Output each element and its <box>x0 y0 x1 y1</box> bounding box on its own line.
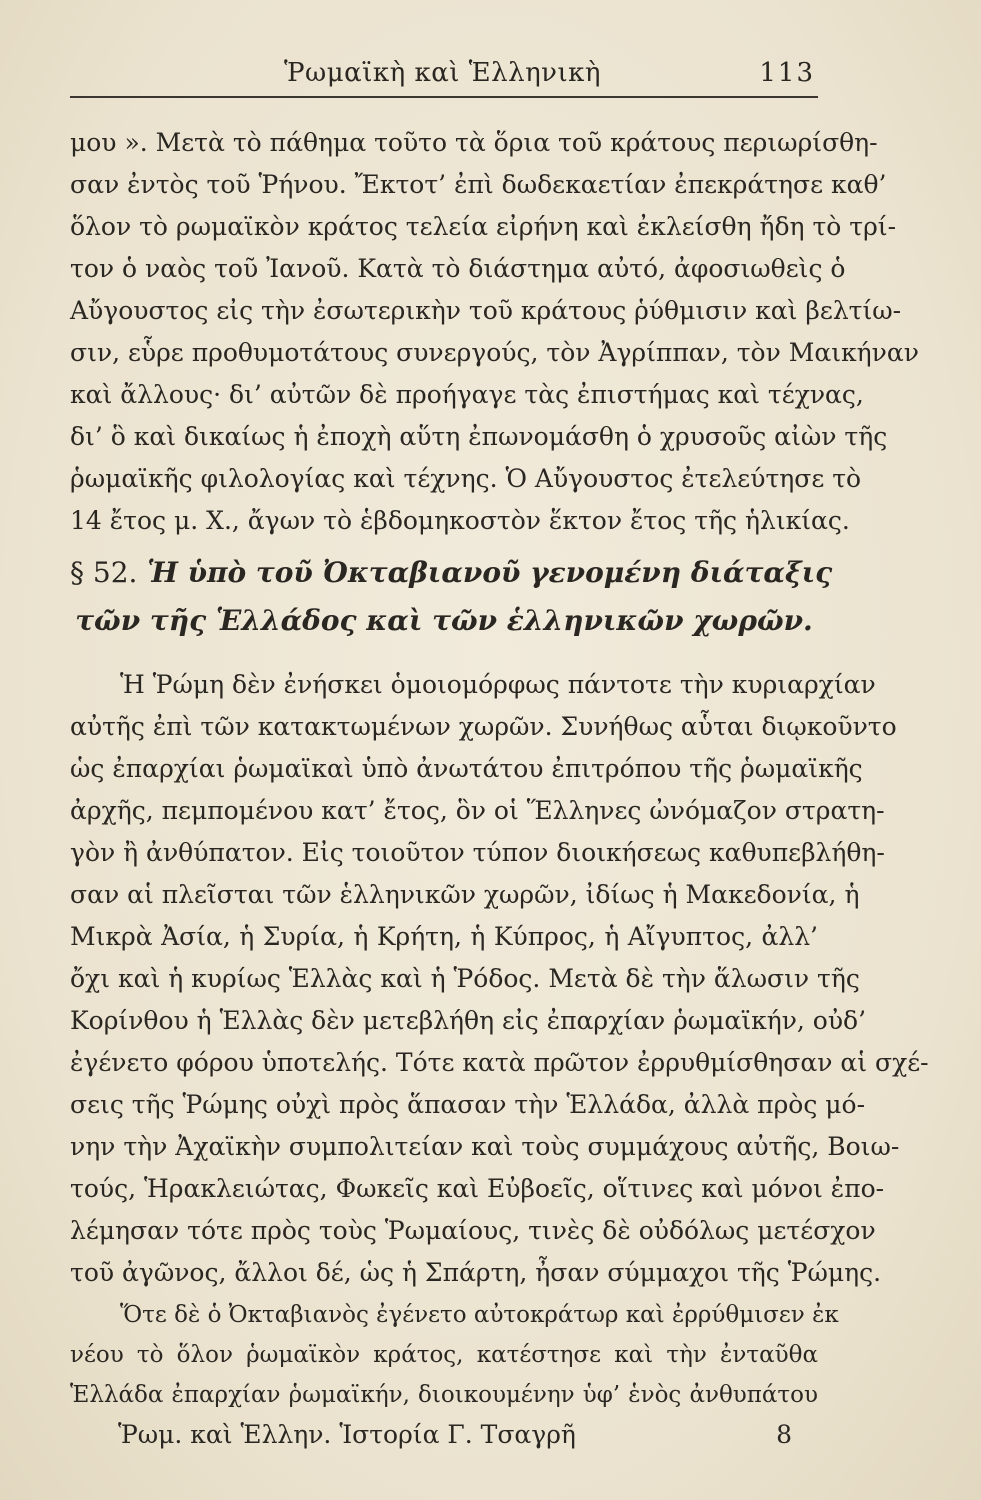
text-line: ὡς ἐπαρχίαι ῥωμαϊκαὶ ὑπὸ ἀνωτάτου ἐπιτρόπου τῆς ῥωμαϊκῆς <box>70 754 863 783</box>
text-line: σιν, εὗρε προθυμοτάτους συνεργούς, τὸν Ἀγρίππαν, τὸν Μαικήναν <box>70 338 919 367</box>
text-line: τοῦ ἀγῶνος, ἄλλοι δέ, ὡς ἡ Σπάρτη, ἦσαν σύμμαχοι τῆς Ῥώμης. <box>70 1258 882 1287</box>
text-line: Ὅτε δὲ ὁ Ὀκταβιανὸς ἐγένετο αὐτοκράτωρ καὶ ἐρρύθμισεν ἐκ <box>120 1302 839 1328</box>
page-footer <box>118 1420 818 1452</box>
page-header <box>70 58 815 98</box>
text-line: Κορίνθου ἡ Ἑλλὰς δὲν μετεβλήθη εἰς ἐπαρχίαν ῥωμαϊκήν, οὐδ’ <box>70 1006 867 1035</box>
text-line: λέμησαν τότε πρὸς τοὺς Ῥωμαίους, τινὲς δὲ οὐδόλως μετέσχον <box>70 1216 876 1245</box>
text-line: δι’ ὃ καὶ δικαίως ἡ ἐποχὴ αὕτη ἐπωνομάσθη ὁ χρυσοῦς αἰὼν τῆς <box>70 422 888 451</box>
text-line: 14 ἔτος μ. Χ., ἄγων τὸ ἑβδομηκοστὸν ἕκτον ἔτος τῆς ἡλικίας. <box>70 506 850 535</box>
text-line: ὄχι καὶ ἡ κυρίως Ἑλλὰς καὶ ἡ Ῥόδος. Μετὰ δὲ τὴν ἅλωσιν τῆς <box>70 964 860 993</box>
text-line: καὶ ἄλλους· δι’ αὐτῶν δὲ προήγαγε τὰς ἐπιστήμας καὶ τέχνας, <box>70 380 864 409</box>
text-line: ῥωμαϊκῆς φιλολογίας καὶ τέχνης. Ὁ Αὔγουστος ἐτελεύτησε τὸ <box>70 464 862 493</box>
text-line: Αὔγουστος εἰς τὴν ἐσωτερικὴν τοῦ κράτους ῥύθμισιν καὶ βελτίω- <box>70 296 902 325</box>
text-line: νέου τὸ ὅλον ῥωμαϊκὸν κράτος, κατέστησε καὶ τὴν ἐνταῦθα <box>70 1342 818 1368</box>
text-line: τούς, Ἡρακλειώτας, Φωκεῖς καὶ Εὐβοεῖς, οἵτινες καὶ μόνοι ἐπο- <box>70 1174 885 1203</box>
running-title: Ῥωμαϊκὴ καὶ Ἑλληνικὴ <box>284 58 601 88</box>
text-line: αὐτῆς ἐπὶ τῶν κατακτωμένων χωρῶν. Συνήθως αὗται διῳκοῦντο <box>70 712 897 741</box>
text-line: σεις τῆς Ῥώμης οὐχὶ πρὸς ἅπασαν τὴν Ἑλλάδα, ἀλλὰ πρὸς μό- <box>70 1090 866 1119</box>
signature-line: Ῥωμ. καὶ Ἑλλην. Ἱστορία Γ. Τσαγρῆ <box>118 1420 576 1449</box>
section-number: § 52. <box>70 556 138 589</box>
text-line: Ἡ Ῥώμη δὲν ἐνήσκει ὁμοιομόρφως πάντοτε τὴν κυριαρχίαν <box>120 670 876 699</box>
text-line: μου ». Μετὰ τὸ πάθημα τοῦτο τὰ ὅρια τοῦ κράτους περιωρίσθη- <box>70 128 878 157</box>
sheet-number: 8 <box>776 1420 792 1449</box>
text-line: Ἑλλάδα ἐπαρχίαν ῥωμαϊκήν, διοικουμένην ὑφ’ ἑνὸς ἀνθυπάτου <box>70 1382 818 1408</box>
text-line: νην τὴν Ἀχαϊκὴν συμπολιτείαν καὶ τοὺς συμμάχους αὐτῆς, Βοιω- <box>70 1132 900 1161</box>
text-line: Μικρὰ Ἀσία, ἡ Συρία, ἡ Κρήτη, ἡ Κύπρος, ἡ Αἴγυπτος, ἀλλ’ <box>70 922 818 951</box>
text-line: σαν αἱ πλεῖσται τῶν ἑλληνικῶν χωρῶν, ἰδίως ἡ Μακεδονία, ἡ <box>70 880 860 909</box>
text-line: ὅλον τὸ ρωμαϊκὸν κράτος τελεία εἰρήνη καὶ ἐκλείσθη ἤδη τὸ τρί- <box>70 212 897 241</box>
section-heading <box>70 556 833 590</box>
header-rule <box>70 96 818 98</box>
page-number: 113 <box>759 58 815 88</box>
section-title-line1: Ἡ ὑπὸ τοῦ Ὀκταβιανοῦ γενομένη διάταξις <box>147 556 833 589</box>
text-line: τον ὁ ναὸς τοῦ Ἰανοῦ. Κατὰ τὸ διάστημα αὐτό, ἀφοσιωθεὶς ὁ <box>70 254 846 283</box>
text-line: ἀρχῆς, πεμπομένου κατ’ ἔτος, ὃν οἱ Ἕλληνες ὠνόμαζον στρατη- <box>70 796 885 825</box>
text-line: ἐγένετο φόρου ὑποτελής. Τότε κατὰ πρῶτον ἐρρυθμίσθησαν αἱ σχέ- <box>70 1048 929 1077</box>
text-line: γὸν ἢ ἀνθύπατον. Εἰς τοιοῦτον τύπον διοικήσεως καθυπεβλήθη- <box>70 838 885 867</box>
section-title-line2: τῶν τῆς Ἑλλάδος καὶ τῶν ἑλληνικῶν χωρῶν. <box>75 604 813 637</box>
text-line: σαν ἐντὸς τοῦ Ῥήνου. Ἔκτοτ’ ἐπὶ δωδεκαετίαν ἐπεκράτησε καθ’ <box>70 170 887 199</box>
